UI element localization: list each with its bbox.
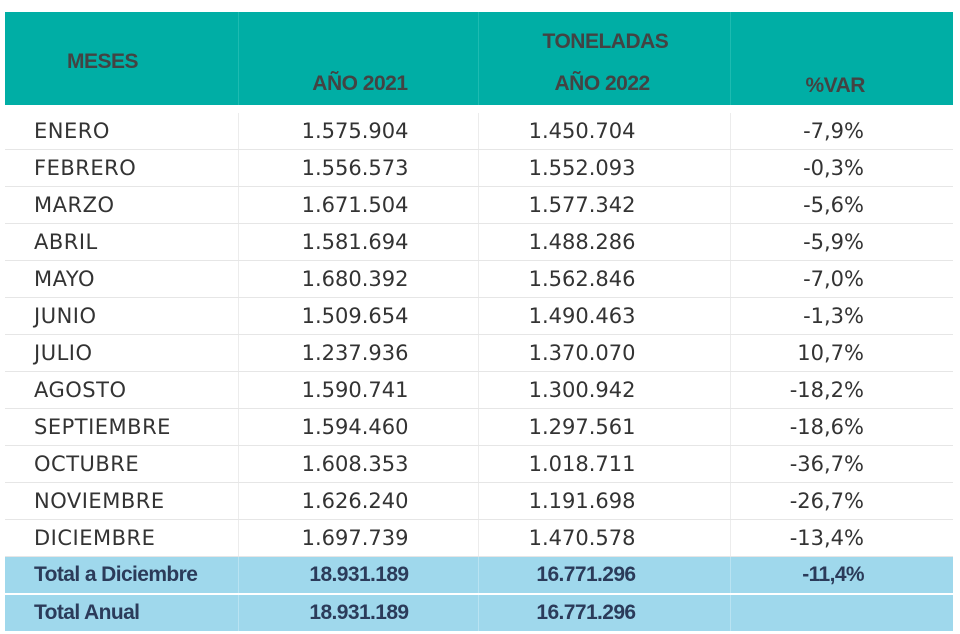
month-cell: ENERO: [5, 113, 238, 150]
value-2021-cell: 1.509.654: [238, 298, 478, 335]
value-2021-cell: 1.581.694: [238, 224, 478, 261]
month-cell: NOVIEMBRE: [5, 483, 238, 520]
value-2022-cell: 1.450.704: [478, 113, 730, 150]
variation-cell: -0,3%: [730, 150, 953, 187]
header-anio-2021: AÑO 2021: [312, 72, 408, 95]
value-2021-cell: 1.594.460: [238, 409, 478, 446]
total-row: [5, 594, 953, 632]
total-label-cell: Total Anual: [5, 594, 238, 632]
value-2021-cell: 1.671.504: [238, 187, 478, 224]
table-row: [5, 446, 953, 483]
value-2022-cell: 1.297.561: [478, 409, 730, 446]
variation-cell: 10,7%: [730, 335, 953, 372]
total-2021-cell: 18.931.189: [238, 557, 478, 595]
table-row: [5, 113, 953, 150]
table-row: [5, 224, 953, 261]
month-cell: DICIEMBRE: [5, 520, 238, 557]
header-meses-cell: [5, 12, 238, 105]
month-cell: OCTUBRE: [5, 446, 238, 483]
value-2021-cell: 1.556.573: [238, 150, 478, 187]
variation-cell: -7,0%: [730, 261, 953, 298]
total-variation-cell: [730, 594, 953, 632]
table-row: [5, 372, 953, 409]
value-2021-cell: 1.626.240: [238, 483, 478, 520]
month-cell: JULIO: [5, 335, 238, 372]
variation-cell: -5,9%: [730, 224, 953, 261]
tonnage-table-container: [5, 12, 953, 633]
table-row: [5, 409, 953, 446]
total-2022-cell: 16.771.296: [478, 594, 730, 632]
header-var: %VAR: [805, 74, 865, 97]
month-cell: JUNIO: [5, 298, 238, 335]
value-2021-cell: 1.680.392: [238, 261, 478, 298]
month-cell: MAYO: [5, 261, 238, 298]
table-row: [5, 335, 953, 372]
total-2022-cell: 16.771.296: [478, 557, 730, 595]
table-header: [5, 12, 953, 105]
value-2022-cell: 1.470.578: [478, 520, 730, 557]
value-2022-cell: 1.370.070: [478, 335, 730, 372]
table-row: [5, 150, 953, 187]
header-var-cell: [730, 12, 953, 105]
total-2021-cell: 18.931.189: [238, 594, 478, 632]
value-2022-cell: 1.018.711: [478, 446, 730, 483]
value-2022-cell: 1.300.942: [478, 372, 730, 409]
header-2022-cell: [478, 12, 730, 105]
value-2022-cell: 1.488.286: [478, 224, 730, 261]
header-anio-2022: AÑO 2022: [554, 72, 650, 95]
variation-cell: -7,9%: [730, 113, 953, 150]
value-2021-cell: 1.590.741: [238, 372, 478, 409]
value-2022-cell: 1.490.463: [478, 298, 730, 335]
variation-cell: -36,7%: [730, 446, 953, 483]
total-variation-cell: -11,4%: [730, 557, 953, 595]
variation-cell: -18,6%: [730, 409, 953, 446]
month-cell: FEBRERO: [5, 150, 238, 187]
header-toneladas: TONELADAS: [542, 30, 669, 53]
month-cell: AGOSTO: [5, 372, 238, 409]
total-row: [5, 557, 953, 595]
variation-cell: -5,6%: [730, 187, 953, 224]
month-cell: MARZO: [5, 187, 238, 224]
tonnage-table: [5, 12, 953, 633]
month-cell: ABRIL: [5, 224, 238, 261]
variation-cell: -13,4%: [730, 520, 953, 557]
header-2021-cell: [238, 12, 478, 105]
table-row: [5, 520, 953, 557]
variation-cell: -26,7%: [730, 483, 953, 520]
table-row: [5, 483, 953, 520]
table-row: [5, 261, 953, 298]
table-body: [5, 105, 953, 632]
table-row: [5, 187, 953, 224]
value-2021-cell: 1.237.936: [238, 335, 478, 372]
value-2021-cell: 1.697.739: [238, 520, 478, 557]
header-meses: MESES: [67, 50, 139, 73]
value-2022-cell: 1.191.698: [478, 483, 730, 520]
value-2022-cell: 1.562.846: [478, 261, 730, 298]
total-label-cell: Total a Diciembre: [5, 557, 238, 595]
value-2022-cell: 1.552.093: [478, 150, 730, 187]
value-2022-cell: 1.577.342: [478, 187, 730, 224]
table-row: [5, 298, 953, 335]
variation-cell: -1,3%: [730, 298, 953, 335]
value-2021-cell: 1.608.353: [238, 446, 478, 483]
variation-cell: -18,2%: [730, 372, 953, 409]
value-2021-cell: 1.575.904: [238, 113, 478, 150]
month-cell: SEPTIEMBRE: [5, 409, 238, 446]
